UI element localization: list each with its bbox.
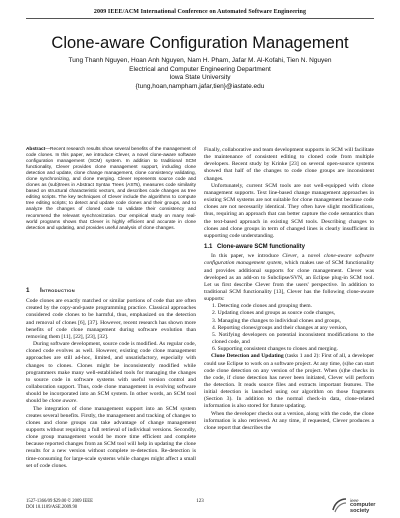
author-university: Iowa State University xyxy=(169,74,231,82)
clever-name: Clever xyxy=(282,253,298,260)
right-paragraph-3-a: In this paper, we introduce xyxy=(211,253,283,260)
left-column xyxy=(26,287,196,470)
logo-text xyxy=(350,498,376,514)
intro-paragraph-2-end: . xyxy=(76,398,78,405)
author-block xyxy=(0,57,400,91)
list-item: 3. Managing the changes to individual clones and groups, xyxy=(212,317,341,324)
clever-description: clone-aware software configuration management system xyxy=(204,253,374,267)
list-item: 2. Updating clones and groups as source code changes, xyxy=(212,310,336,317)
subsection-title: Clone-aware SCM functionality xyxy=(217,244,306,251)
conference-header: 2009 IEEE/ACM International Conference on Automated Software Engineering xyxy=(93,9,307,15)
abstract-text: —Recent research results show several benefits of the management of code clones. In this paper, we introduce Clever, a novel clone-aware software configuration management (SCM) system. In addition to traditional SCM functionality, Clever provides clone management support, including clone detection and update, clone change management, clone consistency validating, clone synchronizing, and clone merging. Clever represents source code and clones as (sub)trees in Abstract Syntax Trees (ASTs), measures code similarity based on structural characteristic vectors, and describes code changes as tree editing scripts. The key techniques of Clever include the algorithms to compute tree editing scripts; to detect and update code clones and their groups, and to analyze the changes of cloned code to validate their consistency and recommend the relevant synchronization. Our empirical study on many real-world programs shows that Clever is highly efficient and accurate in clone detection and updating, and provides useful analysis of clone changes. xyxy=(26,147,196,231)
subsection-heading xyxy=(204,244,374,251)
logo-swoosh-icon xyxy=(330,496,348,514)
intro-paragraph-2 xyxy=(26,341,196,405)
clone-detection-heading: Clone Detection and Updating xyxy=(211,353,284,360)
feature-list xyxy=(204,303,374,353)
right-paragraph-3 xyxy=(204,253,374,303)
abstract xyxy=(26,147,196,232)
list-item: 4. Reporting clones/groups and their changes at any version, xyxy=(212,324,348,331)
intro-paragraph-3: The integration of clone management support into an SCM system creates several benefits. Firstly, the management and tracking of changes to clones and clone groups can take advantage of change management supports without requiring a full retrieval of individual versions. Secondly, clone group management would be more time efficient and complete because reported changes from an SCM tool will help in updating the clone results for a new version without complete re-detection. Re-detection is time-consuming for large-scale systems while changes might affect a small set of code clones. xyxy=(26,405,196,469)
section-heading-introduction xyxy=(26,287,196,294)
section-number: 1 xyxy=(26,287,30,294)
list-item: 5. Notifying developers on potential inconsistent modifications to the cloned code, and xyxy=(212,331,374,346)
isbn-line: 1527-1366/09 $29.00 © 2009 IEEE xyxy=(26,499,93,504)
page-number: 123 xyxy=(196,499,204,504)
right-paragraph-3-b: , a novel xyxy=(297,253,324,260)
right-paragraph-4 xyxy=(204,353,374,410)
intro-paragraph-2-text: During software development, source code is modified. As regular code, cloned code evolves as well. However, existing code clone management approaches are still ad-hoc, limited, and unsatisfactory, especially with changes to clones. Clones might be inconsistently modified while programmers make many well-established tools for managing the changes to source code in software systems with useful version control and collaboration support. Thus, code clone management in evolving software should be incorporated into an SCM system. In other words, an SCM tool should be xyxy=(26,341,196,405)
computer-society-logo xyxy=(330,496,376,514)
right-paragraph-1: Finally, collaborative and team development supports in SCM will facilitate the maintenance of consistent editing to cloned code from multiple developers. Recent study by Krinke [23] on several open-source systems showed that half of the changes to code clone groups are inconsistent changes. xyxy=(204,147,374,182)
list-item: 6. Supporting consistent changes to clones and merging. xyxy=(212,346,338,353)
section-title: Introduction xyxy=(40,287,75,294)
right-paragraph-3-c: , which makes use of SCM functionality and provides additional supports for clone management. Clever was developed as an add-on to Subclipse/SVN, an Eclipse plug-in SCM tool. Let us first describe Clever from the users' perspective. In addition to traditional SCM functionality [13], Clever has the following clone-aware supports: xyxy=(204,260,375,303)
header-rule xyxy=(26,18,374,19)
right-column xyxy=(204,147,374,432)
right-paragraph-4-text: (tasks 1 and 2): First of all, a developer could use Eclipse to work on a software project. At any time, (s)he can start code clone detection on any version of the project. When (s)he checks in the code, if clone detection has never been initiated, Clever will perform the detection. It reads source files and extracts important features. The initial detection is launched using our algorithm on those fragments (Section 3). In addition to the normal check-in data, clone-related information is also stored for future updating. xyxy=(204,353,374,410)
subsection-number: 1.1 xyxy=(204,244,213,251)
author-department: Electrical and Computer Engineering Department xyxy=(129,65,271,73)
author-emails: {tung,hoan,nampham,jafar,tien}@iastate.edu xyxy=(135,82,265,90)
author-names: Tung Thanh Nguyen, Hoan Anh Nguyen, Nam H. Pham, Jafar M. Al-Kofahi, Tien N. Nguyen xyxy=(68,57,332,64)
paper-title: Clone-aware Configuration Management xyxy=(51,34,349,52)
doi-line: DOI 10.1109/ASE.2009.90 xyxy=(26,505,78,510)
abstract-label: Abstract xyxy=(26,147,46,152)
right-paragraph-2: Unfortunately, current SCM tools are not well-equipped with clone management supports. Text line-based change management approaches in existing SCM systems are not suitable for clone management because code clones are not necessarily identical. They often have slight modifications, thus, requiring an approach that can better capture the code semantics than the text-based approach in existing SCM tools. Describing changes to clones and clone groups in term of changed lines is clearly insufficient in supporting code understanding. xyxy=(204,182,374,239)
right-paragraph-5: When the developer checks out a version, along with the code, the clone information is also retrieved. At any time, if requested, Clever produces a clone report that describes the xyxy=(204,410,374,431)
intro-paragraph-2-emphasis: clone aware xyxy=(49,398,77,405)
logo-line-1: computer xyxy=(350,502,376,509)
intro-paragraph-1: Code clones are exactly matched or similar portions of code that are often created by the copy-and-paste programming practice. Classical approaches considered code clones to be harmful, thus, emphasized on the detection and removal of clones [6], [37]. However, recent research has shown more benefits of code clone management during software evolution than removing them [11], [22], [23], [32]. xyxy=(26,298,196,340)
logo-prefix: ieee xyxy=(350,498,359,503)
list-item: 1. Detecting code clones and grouping them. xyxy=(212,303,313,310)
logo-line-2: society xyxy=(350,507,370,514)
